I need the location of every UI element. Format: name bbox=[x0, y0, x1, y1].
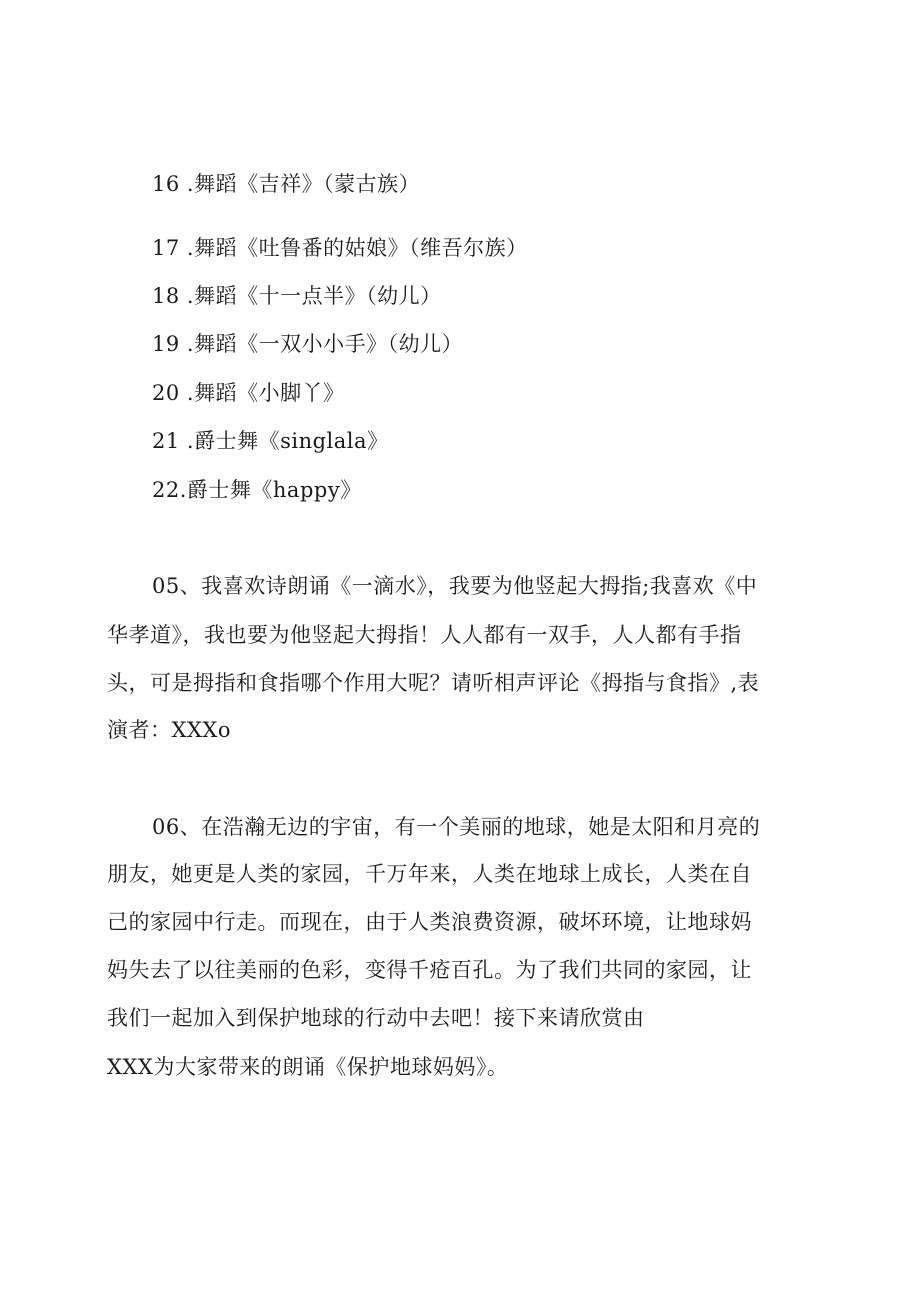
paragraph-line: 妈失去了以往美丽的色彩，变得千疮百孔。为了我们共同的家园，让 bbox=[107, 958, 752, 982]
paragraph-line: 头，可是拇指和食指哪个作用大呢？请听相声评论《拇指与食指》,表 bbox=[107, 671, 760, 695]
paragraph-line: 05、我喜欢诗朗诵《一滴水》，我要为他竖起大拇指;我喜欢《中 bbox=[152, 574, 758, 598]
list-item: 16 .舞蹈《吉祥》（蒙古族） bbox=[152, 172, 421, 196]
list-item: 19 .舞蹈《一双小小手》（幼儿） bbox=[152, 332, 464, 356]
paragraph-line: 己的家园中行走。而现在，由于人类浪费资源，破坏环境，让地球妈 bbox=[107, 910, 752, 934]
list-item: 21 .爵士舞《singlala》 bbox=[152, 429, 389, 453]
paragraph-line: 我们一起加入到保护地球的行动中去吧！接下来请欣赏由 bbox=[107, 1006, 645, 1030]
paragraph-line: 06、在浩瀚无边的宇宙，有一个美丽的地球，她是太阳和月亮的 bbox=[152, 815, 761, 839]
paragraph-line: 演者：XXXo bbox=[107, 718, 231, 742]
list-item: 22.爵士舞《happy》 bbox=[152, 478, 362, 502]
paragraph-line: 华孝道》，我也要为他竖起大拇指！人人都有一双手，人人都有手指 bbox=[107, 623, 742, 647]
list-item: 20 .舞蹈《小脚丫》 bbox=[152, 381, 345, 405]
list-item: 17 .舞蹈《吐鲁番的姑娘》（维吾尔族） bbox=[152, 236, 528, 260]
paragraph-line: 朋友，她更是人类的家园，千万年来，人类在地球上成长，人类在自 bbox=[107, 862, 752, 886]
list-item: 18 .舞蹈《十一点半》（幼儿） bbox=[152, 284, 442, 308]
paragraph-line: XXX为大家带来的朗诵《保护地球妈妈》。 bbox=[107, 1055, 509, 1079]
